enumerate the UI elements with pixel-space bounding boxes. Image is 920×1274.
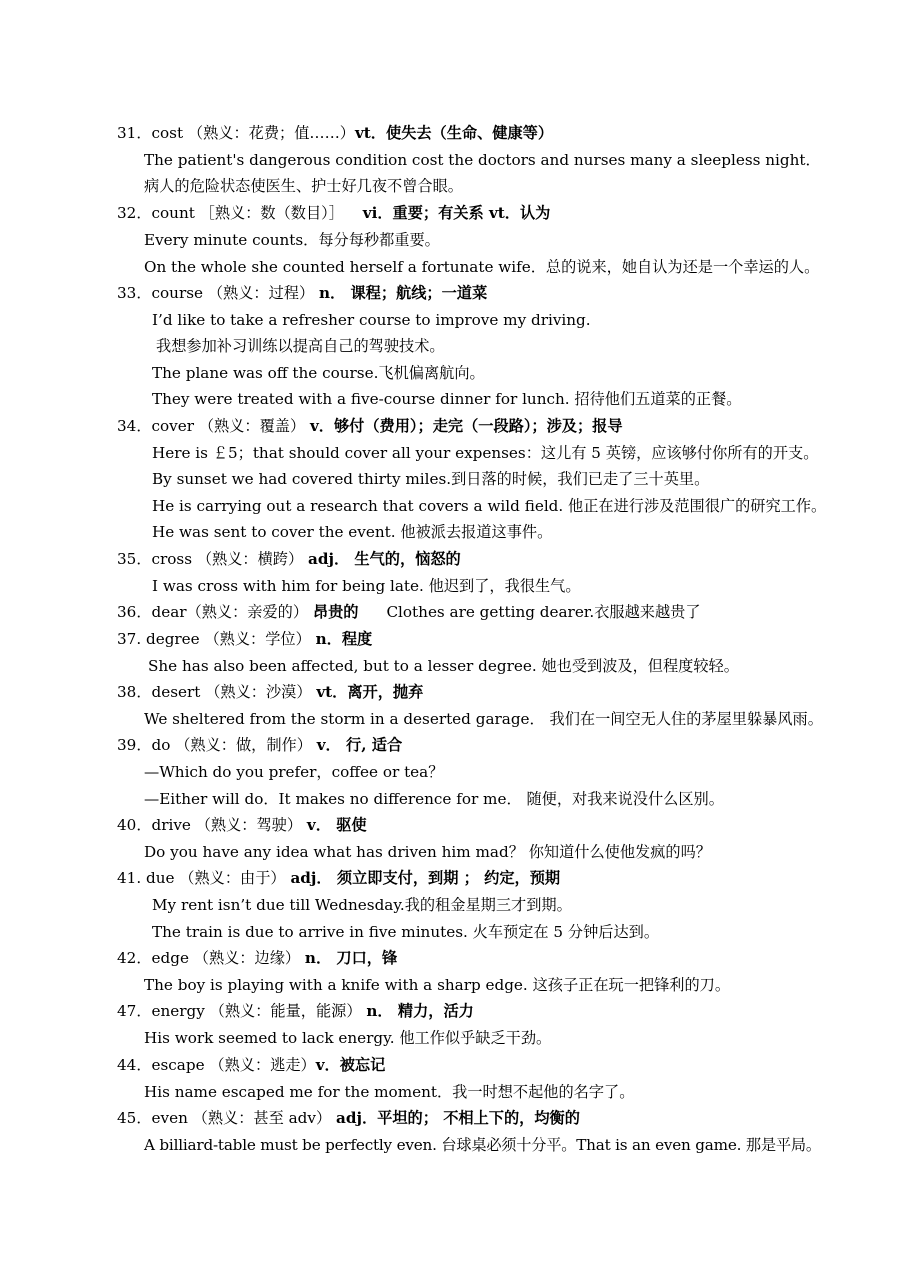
entry-heading [117,203,550,223]
new-meaning: adj． 生气的，恼怒的 [307,550,461,568]
new-meaning: vt．离开，抛弃 [316,683,424,701]
example-sentence: They were treated with a five-course dinner for lunch. 招待他们五道菜的正餐。 [152,390,742,408]
headword: 31．cost （熟义：花费；值……） [117,124,355,142]
example-translation: 我想参加补习训练以提高自己的驾驶技术。 [156,337,445,355]
entry-heading [117,549,461,569]
headword: 34．cover （熟义：覆盖） [117,417,310,435]
headword: 45．even （熟义：甚至 adv） [117,1109,337,1127]
headword: 32．count ［熟义：数（数目）］ [117,204,349,222]
entry-heading [117,629,372,649]
entry-heading [117,1001,474,1021]
example-sentence: Here is ￡5；that should cover all your expenses：这儿有 5 英镑，应该够付你所有的开支。 [152,444,819,462]
new-meaning: n． 课程；航线；一道菜 [318,284,488,302]
example-sentence: By sunset we had covered thirty miles.到日落的时候，我们已走了三十英里。 [152,470,710,488]
new-meaning: v．被忘记 [315,1056,386,1074]
entry-heading [117,416,623,436]
new-meaning: v． 驱使 [306,816,367,834]
example-sentence: On the whole she counted herself a fortunate wife．总的说来，她自认为还是一个幸运的人。 [144,258,820,276]
example-sentence: My rent isn’t due till Wednesday.我的租金星期三才到期。 [152,896,572,914]
new-meaning: 昂贵的 [312,603,359,621]
entry-heading [117,868,560,888]
new-meaning: vt．使失去（生命、健康等） [354,124,554,142]
headword: 42．edge （熟义：边缘） [117,949,305,967]
example-sentence: I was cross with him for being late. 他迟到了，我很生气。 [152,577,581,595]
example-sentence: His name escaped me for the moment．我一时想不起他的名字了。 [144,1083,635,1101]
headword: 35．cross （熟义：横跨） [117,550,308,568]
new-meaning: adj． 须立即支付，到期 ； 约定，预期 [290,869,561,887]
example-sentence: He is carrying out a research that covers a wild field. 他正在进行涉及范围很广的研究工作。 [152,497,827,515]
headword: 38．desert （熟义：沙漠） [117,683,317,701]
example-sentence: Do you have any idea what has driven him mad？ 你知道什么使他发疯的吗？ [144,843,711,861]
example-sentence: The plane was off the course.飞机偏离航向。 [152,364,485,382]
example-sentence: I’d like to take a refresher course to improve my driving. [152,311,591,329]
example-sentence: He was sent to cover the event. 他被派去报道这事件。 [152,523,553,541]
entry-heading [117,283,487,303]
new-meaning: v．够付（费用）；走完（一段路）；涉及；报导 [309,417,623,435]
entry-heading [117,815,367,835]
headword: 33．course （熟义：过程） [117,284,319,302]
example-sentence: A billiard-table must be perfectly even. 台球桌必须十分平。That is an even game. 那是平局。 [144,1136,821,1154]
headword: 41. due （熟义：由于） [117,869,291,887]
new-meaning: n． 刀口，锋 [304,949,398,967]
entry-heading [117,735,402,755]
example-sentence: The train is due to arrive in five minutes. 火车预定在 5 分钟后达到。 [152,923,660,941]
example-sentence: She has also been affected, but to a lesser degree. 她也受到波及，但程度较轻。 [148,657,739,675]
example-sentence: The patient's dangerous condition cost the doctors and nurses many a sleepless night． [144,151,821,169]
example-sentence: Clothes are getting dearer.衣服越来越贵了 [386,603,701,621]
headword: 37. degree （熟义：学位） [117,630,316,648]
entry-heading [117,682,423,702]
headword: 44．escape （熟义：逃走） [117,1056,316,1074]
new-meaning: n． 精力，活力 [366,1002,474,1020]
example-sentence: Every minute counts．每分每秒都重要。 [144,231,440,249]
headword: 36．dear（熟义：亲爱的） [117,603,313,621]
entry-heading [117,123,553,143]
example-sentence: We sheltered from the storm in a deserted garage． 我们在一间空无人住的茅屋里躲暴风雨。 [144,710,823,728]
entry-heading [117,1108,580,1128]
new-meaning: vi．重要；有关系 vt．认为 [362,204,551,222]
example-sentence: The boy is playing with a knife with a sharp edge. 这孩子正在玩一把锋利的刀。 [144,976,731,994]
headword: 39．do （熟义：做，制作） [117,736,317,754]
entry-heading [117,948,397,968]
new-meaning: n．程度 [315,630,373,648]
entry-heading [117,602,701,622]
dialogue-line: —Which do you prefer，coffee or tea？ [144,763,444,781]
example-sentence: His work seemed to lack energy. 他工作似乎缺乏干劲。 [144,1029,552,1047]
new-meaning: v． 行, 适合 [316,736,403,754]
headword: 40．drive （熟义：驾驶） [117,816,307,834]
example-translation: 病人的危险状态使医生、护士好几夜不曾合眼。 [144,177,463,195]
entry-heading [117,1055,385,1075]
headword: 47．energy （熟义：能量，能源） [117,1002,367,1020]
dialogue-line: —Either will do．It makes no difference for me． 随便，对我来说没什么区别。 [144,790,724,808]
new-meaning: adj．平坦的； 不相上下的，均衡的 [336,1109,580,1127]
